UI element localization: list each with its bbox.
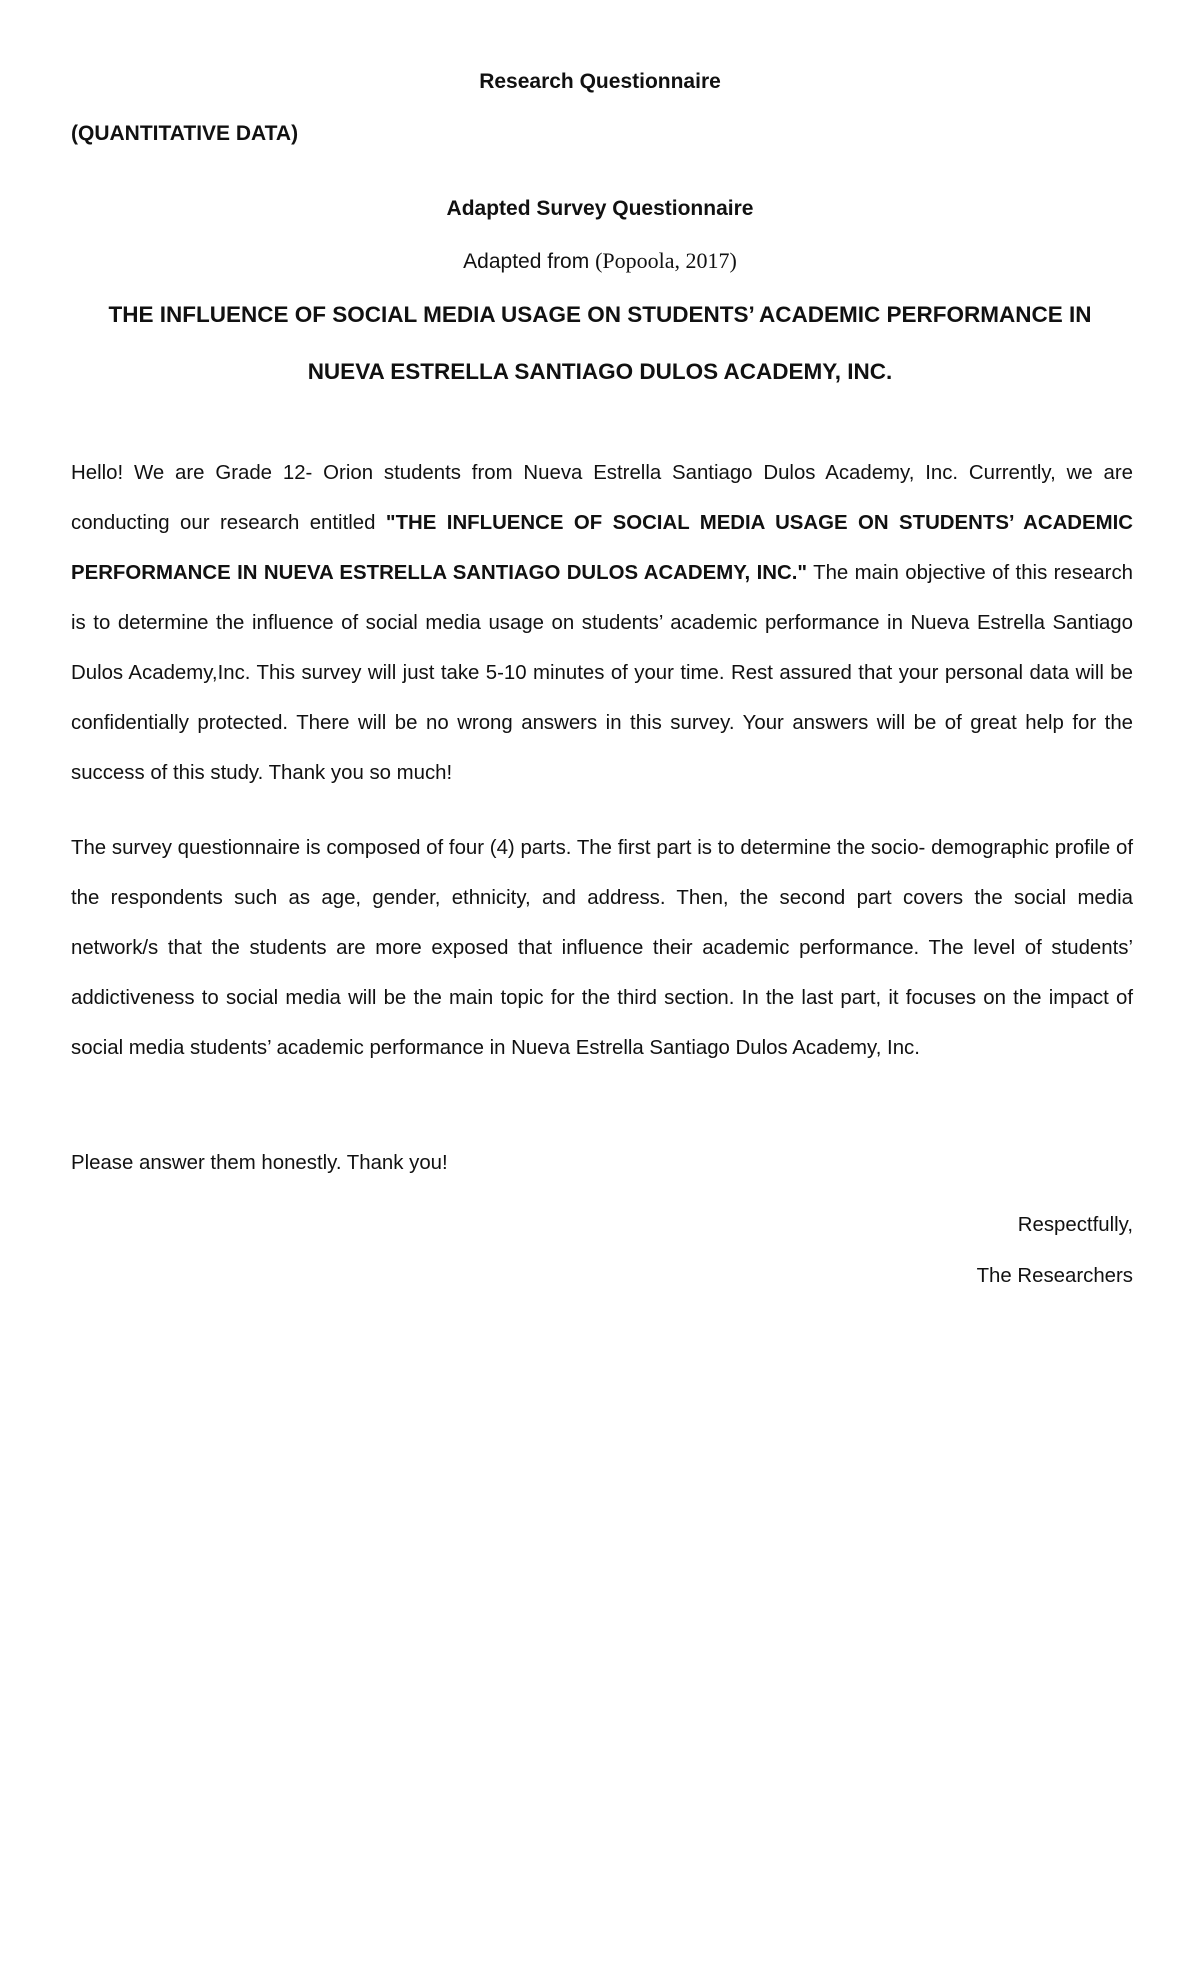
closing-request: Please answer them honestly. Thank you! — [71, 1152, 448, 1174]
adapted-from-prefix: Adapted from — [463, 250, 590, 273]
intro-research-title: "THE INFLUENCE OF SOCIAL MEDIA USAGE ON STUDENTS’ ACADEMIC PERFORMANCE IN NUEVA ESTRELLA SANTIAGO DULOS ACADEMY, INC." — [71, 512, 1134, 584]
citation-source: (Popoola, 2017) — [595, 248, 737, 273]
adapted-from-line — [0, 248, 1200, 274]
page-title: Research Questionnaire — [479, 70, 721, 93]
study-title-line-2: NUEVA ESTRELLA SANTIAGO DULOS ACADEMY, INC. — [307, 359, 893, 384]
signature: The Researchers — [976, 1265, 1133, 1287]
study-title-line-1: THE INFLUENCE OF SOCIAL MEDIA USAGE ON STUDENTS’ ACADEMIC PERFORMANCE IN — [108, 302, 1092, 327]
survey-subtitle: Adapted Survey Questionnaire — [446, 197, 754, 220]
introduction-paragraph — [71, 448, 1133, 798]
intro-body: The main objective of this research is to determine the influence of social media usage on students’ academic performance in Nueva Estrella Santiago Dulos Academy,Inc. This survey will just take 5-10 minutes of your time. Rest assured that your personal data will be confidentially protected. There will be no wrong answers in this survey. Your answers will be of great help for the success of this study. Thank you so much! — [71, 562, 1134, 784]
intro-lead: Hello! We are Grade 12- Orion students from Nueva Estrella Santiago Dulos Academy, Inc. Currently, we are conducting our research entitled — [71, 462, 1133, 534]
data-type-label: (QUANTITATIVE DATA) — [71, 122, 299, 145]
survey-parts-paragraph: The survey questionnaire is composed of four (4) parts. The first part is to determine the socio- demographic profile of the respondents such as age, gender, ethnicity, and address. Then, the second part covers the social media network/s that the students are more exposed that influence their academic performance. The level of students’ addictiveness to social media will be the main topic for the third section. In the last part, it focuses on the impact of social media students’ academic performance in Nueva Estrella Santiago Dulos Academy, Inc. — [71, 837, 1133, 1059]
salutation: Respectfully, — [1017, 1214, 1133, 1236]
